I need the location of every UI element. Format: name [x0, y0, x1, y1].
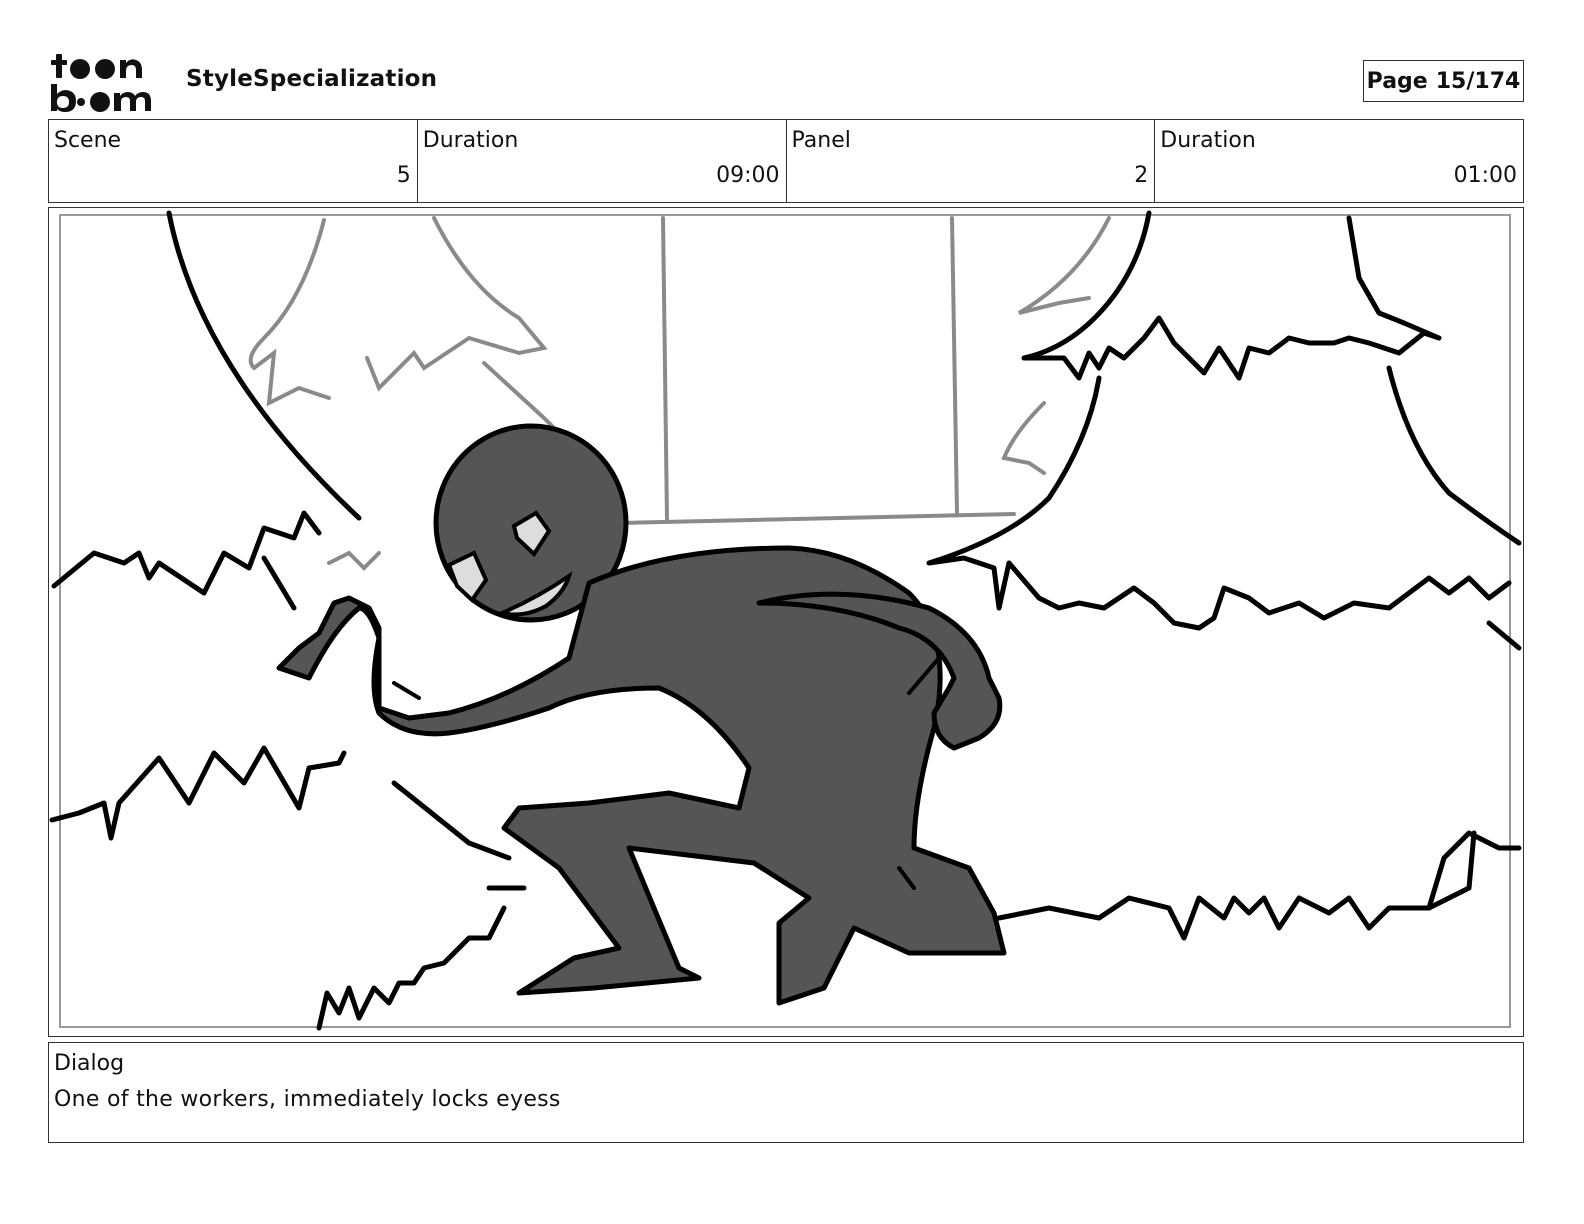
scene-value: 5	[396, 163, 411, 188]
dialog-text: One of the workers, immediately locks eyess	[54, 1087, 561, 1112]
dialog-section	[48, 1042, 1524, 1143]
scene-cell	[49, 120, 418, 202]
running-figure	[279, 426, 1004, 1003]
scene-duration-value: 09:00	[716, 163, 780, 188]
scene-duration-label: Duration	[422, 128, 519, 153]
panel-duration-cell	[1155, 120, 1523, 202]
storyboard-sketch-image	[49, 208, 1522, 1035]
panel-duration-label: Duration	[1160, 128, 1256, 153]
page-indicator	[1363, 60, 1524, 102]
scene-label: Scene	[54, 128, 122, 153]
scene-duration-cell	[418, 120, 787, 202]
page-label: Page	[1366, 68, 1428, 94]
storyboard-panel	[48, 207, 1524, 1037]
background-sketch	[251, 218, 1109, 568]
dialog-label: Dialog	[54, 1051, 125, 1076]
panel-label: Panel	[791, 128, 851, 153]
panel-value: 2	[1134, 163, 1149, 188]
toonboom-logo	[50, 50, 165, 112]
panel-info-row	[48, 119, 1524, 203]
panel-cell	[787, 120, 1156, 202]
page-number: 15/174	[1435, 68, 1521, 94]
project-title: StyleSpecialization	[186, 66, 438, 92]
panel-duration-value: 01:00	[1453, 163, 1517, 188]
